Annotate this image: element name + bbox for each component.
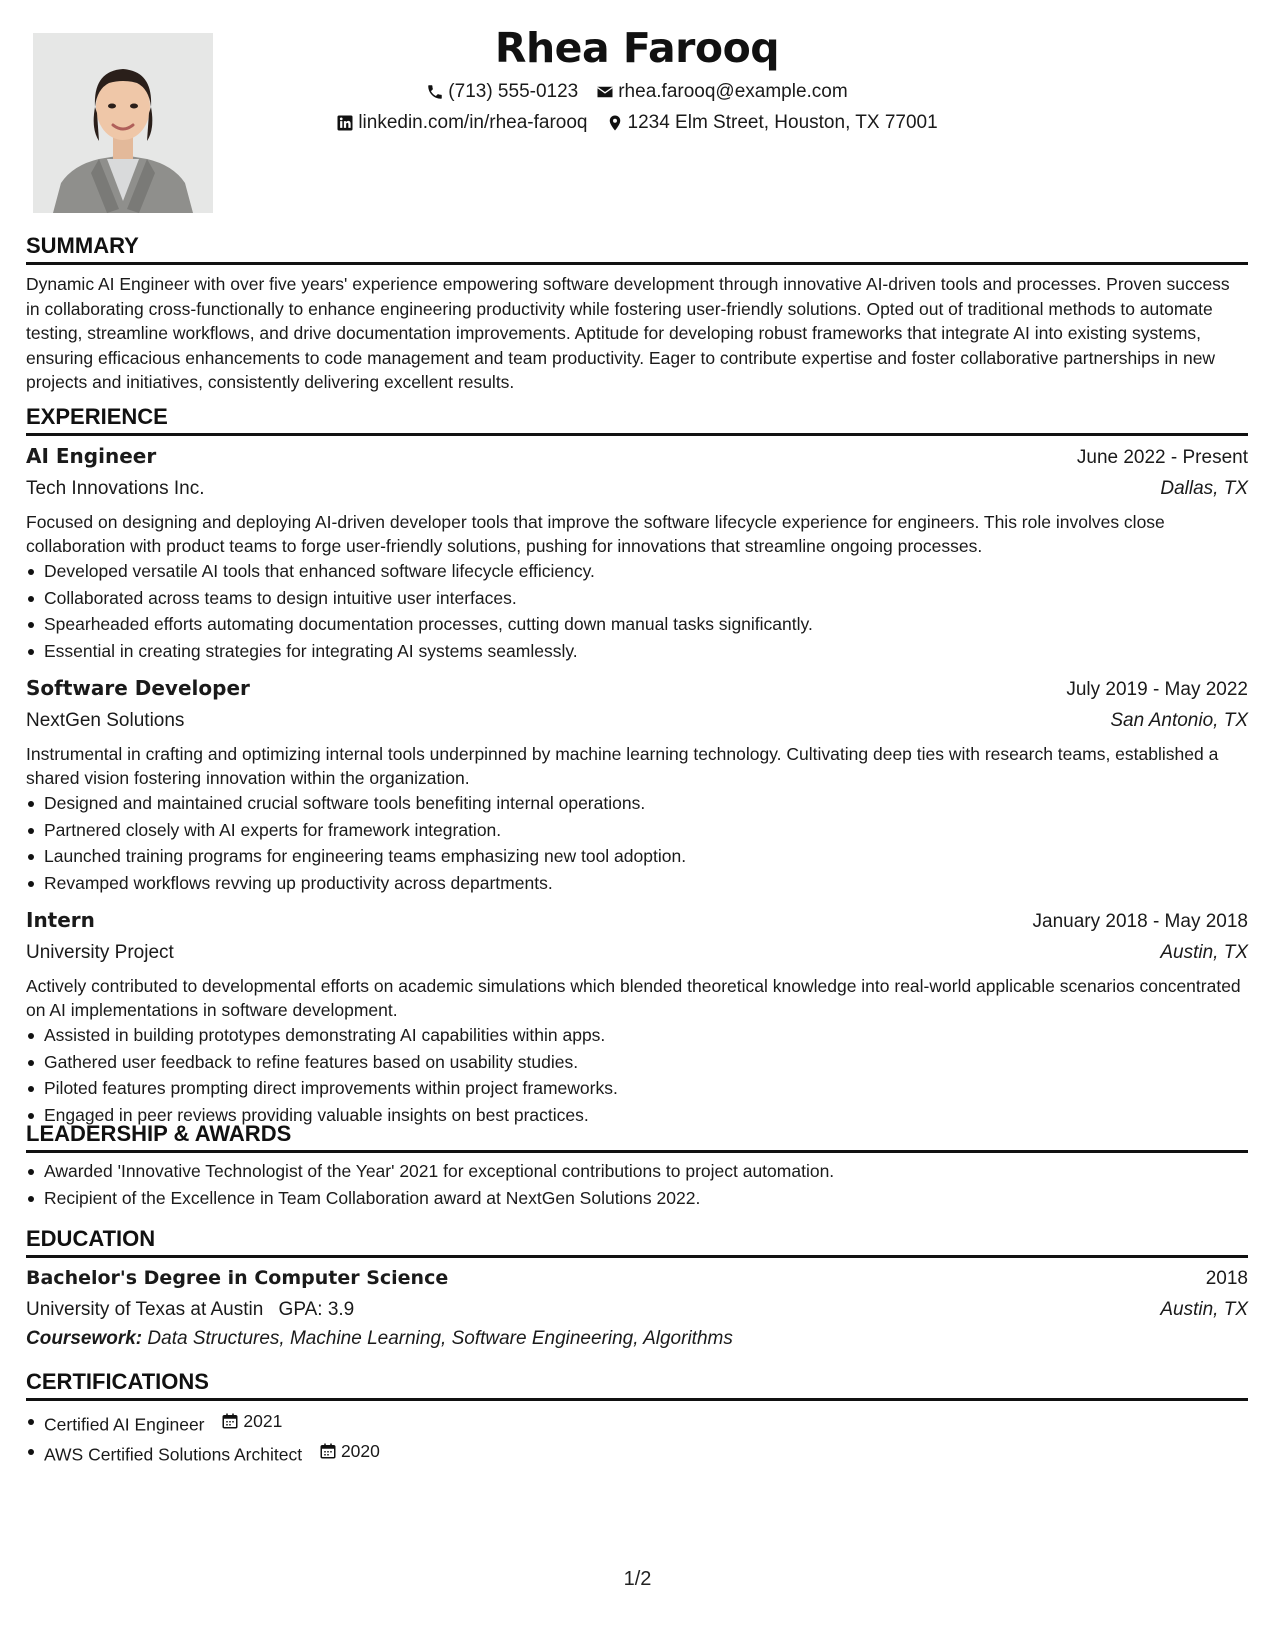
section-title-summary: SUMMARY [26, 232, 1248, 265]
linkedin-text[interactable]: linkedin.com/in/rhea-farooq [358, 111, 588, 133]
list-item: Collaborated across teams to design intuitive user interfaces. [44, 585, 1248, 612]
gpa: GPA: 3.9 [278, 1299, 355, 1320]
school-name: University of Texas at Austin [26, 1299, 264, 1320]
list-item: Recipient of the Excellence in Team Collaboration award at NextGen Solutions 2022. [44, 1185, 1248, 1212]
list-item: Gathered user feedback to refine features based on usability studies. [44, 1049, 1248, 1076]
envelope-icon [596, 83, 614, 101]
job-title: AI Engineer [26, 444, 157, 468]
job-description: Actively contributed to developmental efforts on academic simulations which blended theoretical knowledge into real-world applicable scenarios concentrated on AI implementations in software development. [26, 976, 1241, 1020]
job-location: Dallas, TX [1160, 478, 1248, 499]
contact-line-1 [26, 76, 1248, 107]
job-entry [26, 904, 1248, 1128]
address-text: 1234 Elm Street, Houston, TX 77001 [627, 111, 938, 133]
job-dates: July 2019 - May 2022 [1066, 679, 1248, 700]
list-item: Designed and maintained crucial software tools benefiting internal operations. [44, 790, 1248, 817]
list-item [44, 1438, 1248, 1468]
list-item: Awarded 'Innovative Technologist of the Year' 2021 for exceptional contributions to project automation. [44, 1158, 1248, 1185]
job-entry [26, 672, 1248, 896]
job-title: Software Developer [26, 676, 250, 700]
job-bullets [26, 558, 1248, 664]
contact-line-2 [26, 107, 1248, 138]
coursework [26, 1325, 1248, 1353]
section-title-leadership: LEADERSHIP & AWARDS [26, 1120, 1248, 1153]
list-item: Engaged in peer reviews providing valuable insights on best practices. [44, 1102, 1248, 1129]
list-item: Spearheaded efforts automating documentation processes, cutting down manual tasks significantly. [44, 611, 1248, 638]
list-item: Launched training programs for engineering teams emphasizing new tool adoption. [44, 843, 1248, 870]
job-description: Focused on designing and deploying AI-driven developer tools that improve the software lifecycle experience for engineers. This role involves close collaboration with product teams to forge user-friendly solutions, pushing for innovations that streamline ongoing processes. [26, 512, 1165, 556]
header [26, 20, 1248, 138]
page-number: 1/2 [623, 1568, 652, 1590]
job-bullets [26, 1022, 1248, 1128]
certifications-section [26, 1368, 1248, 1468]
company-name: NextGen Solutions [26, 710, 185, 731]
section-title-experience: EXPERIENCE [26, 403, 1248, 436]
leadership-section [26, 1120, 1248, 1211]
email-contact[interactable] [596, 80, 847, 104]
email-text[interactable]: rhea.farooq@example.com [618, 80, 848, 102]
school-location: Austin, TX [1160, 1299, 1248, 1320]
certification-name: AWS Certified Solutions Architect [44, 1444, 303, 1464]
experience-section [26, 403, 1248, 1128]
certifications-list [26, 1408, 1248, 1468]
phone-contact [426, 80, 578, 104]
list-item: Developed versatile AI tools that enhanced software lifecycle efficiency. [44, 558, 1248, 585]
address-contact [606, 111, 938, 135]
section-title-certifications: CERTIFICATIONS [26, 1368, 1248, 1401]
list-item: Partnered closely with AI experts for framework integration. [44, 817, 1248, 844]
calendar-icon [221, 1412, 239, 1430]
certification-year: 2020 [340, 1440, 380, 1461]
map-pin-icon [606, 114, 624, 132]
phone-icon [426, 83, 444, 101]
job-dates: January 2018 - May 2018 [1032, 911, 1248, 932]
job-entry [26, 440, 1248, 664]
list-item: Essential in creating strategies for integrating AI systems seamlessly. [44, 638, 1248, 665]
candidate-name: Rhea Farooq [494, 24, 780, 72]
list-item [44, 1408, 1248, 1438]
linkedin-contact[interactable] [336, 111, 587, 135]
job-bullets [26, 790, 1248, 896]
graduation-year: 2018 [1205, 1268, 1248, 1289]
degree: Bachelor's Degree in Computer Science [26, 1267, 449, 1289]
coursework-label: Coursework: [26, 1328, 143, 1349]
summary-section [26, 232, 1248, 395]
linkedin-icon [336, 114, 354, 132]
awards-list [26, 1158, 1248, 1211]
phone-text: (713) 555-0123 [448, 80, 579, 102]
company-name: University Project [26, 942, 174, 963]
job-description: Instrumental in crafting and optimizing internal tools underpinned by machine learning technology. Cultivating deep ties with research teams, established a shared vision fostering innovation within the organization. [26, 744, 1219, 788]
section-title-education: EDUCATION [26, 1225, 1248, 1258]
job-location: San Antonio, TX [1110, 710, 1248, 731]
certification-year: 2021 [243, 1411, 283, 1431]
coursework-list: Data Structures, Machine Learning, Software Engineering, Algorithms [147, 1328, 733, 1349]
education-section [26, 1225, 1248, 1353]
calendar-icon [319, 1442, 337, 1460]
company-name: Tech Innovations Inc. [26, 478, 205, 499]
list-item: Piloted features prompting direct improvements within project frameworks. [44, 1075, 1248, 1102]
job-location: Austin, TX [1160, 942, 1248, 963]
list-item: Revamped workflows revving up productivity across departments. [44, 870, 1248, 897]
list-item: Assisted in building prototypes demonstrating AI capabilities within apps. [44, 1022, 1248, 1049]
certification-name: Certified AI Engineer [44, 1414, 205, 1435]
job-dates: June 2022 - Present [1076, 447, 1248, 468]
job-title: Intern [26, 908, 95, 932]
summary-text: Dynamic AI Engineer with over five years' experience empowering software development through innovative AI-driven tools and processes. Proven success in collaborating cross-functionally to enhance engineering productivity while fostering user-friendly solutions. Opted out of traditional methods to automate testing, streamline workflows, and drive documentation improvements. Aptitude for developing robust frameworks that integrate AI into existing systems, ensuring efficacious enhancements to code management and team productivity. Eager to contribute expertise and foster collaborative partnerships in new projects and initiatives, consistently delivering excellent results. [26, 274, 1230, 392]
